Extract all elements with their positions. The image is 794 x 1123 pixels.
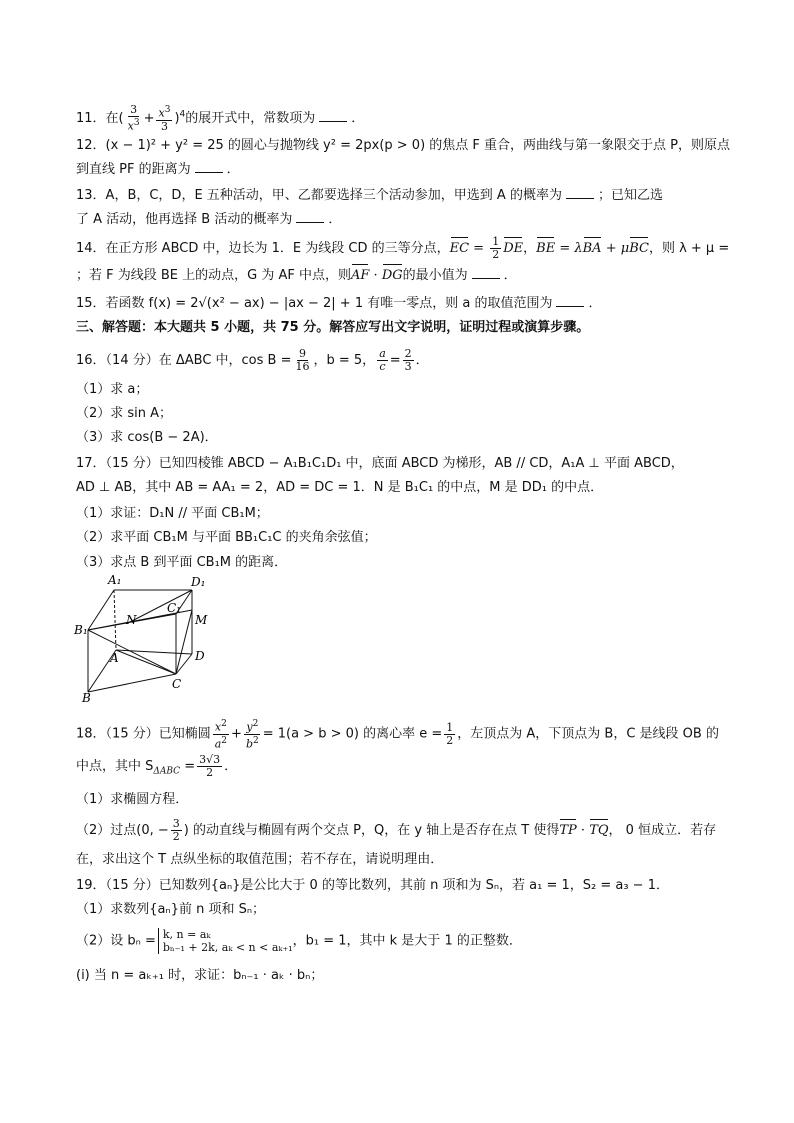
label-d1: D₁ (191, 575, 206, 589)
vector-dot: AF · DG (351, 268, 403, 283)
fraction: $\frac{y^2}{b^2}$ (245, 719, 259, 751)
prism-figure (74, 572, 224, 704)
label-n: N (126, 613, 137, 627)
question-18-line2: 中点，其中 $S_{\Delta ABC}$ = $\frac{3√3}{2}$ ． (76, 753, 238, 779)
answer-blank (319, 109, 347, 122)
label-a: A (110, 651, 119, 665)
label-b: B (82, 691, 91, 704)
question-12-line2: 到直线 PF 的距离为 ． (76, 162, 240, 177)
question-19-part1: （1）求数列{aₙ}前 n 项和 Sₙ； (76, 902, 266, 917)
answer-blank (566, 186, 594, 199)
fraction: $\frac{x^2}{a^2}$ (214, 719, 228, 751)
fraction: $\frac{a}{c}$ (379, 347, 386, 373)
vector-equation: EC = $\frac{1}{2}$ DE，BE = λBA + μBC (449, 235, 649, 261)
question-15: 15．若函数 f(x) = 2√(x² − ax) − |ax − 2| + 1 有唯一零点，则 a 的取值范围为 ． (76, 296, 602, 311)
fraction: $\frac{x^3}{3}$ (158, 105, 171, 133)
question-18-part2-line2: 在，求出这个 T 点纵坐标的取值范围；若不存在，请说明理由． (76, 852, 444, 867)
answer-blank (195, 160, 223, 173)
question-11: 11．在( $\frac{3}{x^3}$ + $\frac{x^3}{3}$ )$^4$的展开式中，常数项为 ． (76, 103, 365, 133)
fraction: $\frac{9}{16}$ (295, 347, 310, 373)
fraction: $\frac{1}{2}$ (446, 720, 454, 747)
answer-blank (472, 266, 500, 279)
answer-blank (296, 210, 324, 223)
question-17-line2: AD ⊥ AB，其中 AB = AA₁ = 2，AD = DC = 1．N 是 B₁C₁ 的中点，M 是 DD₁ 的中点． (76, 480, 604, 495)
question-19-part-i: (i) 当 n = aₖ₊₁ 时，求证：bₙ₋₁ · aₖ · bₙ； (76, 968, 324, 983)
question-16-part3: （3）求 cos(B − 2A)． (76, 430, 218, 445)
label-a1: A₁ (108, 573, 122, 587)
question-14: 14．在正方形 ABCD 中，边长为 1．E 为线段 CD 的三等分点，EC = $\frac{1}{2}$ DE，BE = λBA + μBC，则 λ + μ = (76, 235, 730, 261)
question-17-part1: （1）求证：D₁N // 平面 CB₁M； (76, 506, 269, 521)
label-m: M (195, 613, 208, 627)
question-17-part2: （2）求平面 CB₁M 与平面 BB₁C₁C 的夹角余弦值； (76, 530, 377, 545)
piecewise-brace: k, n = aₖ bₙ₋₁ + 2k, aₖ < n < aₖ₊₁ (158, 928, 293, 954)
question-13: 13．A，B，C，D，E 五种活动，甲、乙都要选择三个活动参加，甲选到 A 的概率为 ；已知乙选 (76, 188, 663, 203)
vector-dot: TP · TQ， (559, 823, 625, 838)
fraction: $\frac{3√3}{2}$ (199, 753, 221, 779)
question-19-part2: （2）设 bₙ = k, n = aₖ bₙ₋₁ + 2k, aₖ < n < aₖ₊₁ ，b₁ = 1，其中 k 是大于 1 的正整数． (76, 928, 522, 954)
question-17-part3: （3）求点 B 到平面 CB₁M 的距离． (76, 555, 288, 570)
label-c1: C₁ (167, 601, 181, 615)
question-16-part2: （2）求 sin A； (76, 406, 173, 421)
answer-blank (556, 294, 584, 307)
question-18-part2: （2）过点(0, − $\frac{3}{2}$ ) 的动直线与椭圆有两个交点 P，Q，在 y 轴上是否存在点 T 使得TP · TQ， 0 恒成立．若存 (76, 817, 717, 843)
question-12: 12．(x − 1)² + y² = 25 的圆心与抛物线 y² = 2px(p > 0) 的焦点 F 重合，两曲线与第一象限交于点 P，则原点 (76, 138, 730, 153)
question-17: 17．（15 分）已知四棱锥 ABCD − A₁B₁C₁D₁ 中，底面 ABCD 为梯形，AB // CD，A₁A ⊥ 平面 ABCD， (76, 456, 684, 471)
question-16-part1: （1）求 a； (76, 382, 149, 397)
fraction: $\frac{2}{3}$ (404, 347, 412, 373)
question-18: 18．（15 分）已知椭圆 $\frac{x^2}{a^2}$ + $\frac{y^2}{b^2}$ = 1(a > b > 0) 的离心率 e = $\frac{1}{2}$ ，左顶点为 A，下顶点为 B，C 是线段 OB 的 (76, 719, 719, 751)
label-b1: B₁ (74, 623, 88, 637)
question-14-line2: ；若 F 为线段 BE 上的动点，G 为 AF 中点，则AF · DG的最小值为 ． (76, 266, 517, 286)
section-heading: 三、解答题：本大题共 5 小题，共 75 分。解答应写出文字说明，证明过程或演算步骤。 (76, 320, 590, 335)
question-16: 16．（14 分）在 ΔABC 中，cos B = $\frac{9}{16}$ ，b = 5， $\frac{a}{c}$ = $\frac{2}{3}$ ． (76, 347, 429, 373)
fraction: $\frac{3}{2}$ (172, 817, 180, 843)
label-c: C (172, 677, 182, 691)
label-d: D (195, 649, 205, 663)
fraction: $\frac{3}{x^3}$ (127, 103, 140, 133)
question-19: 19．（15 分）已知数列{aₙ}是公比大于 0 的等比数列，其前 n 项和为 Sₙ，若 a₁ = 1，S₂ = a₃ − 1． (76, 878, 669, 893)
question-13-line2: 了 A 活动，他再选择 B 活动的概率为 ． (76, 212, 342, 227)
question-18-part1: （1）求椭圆方程． (76, 792, 189, 807)
